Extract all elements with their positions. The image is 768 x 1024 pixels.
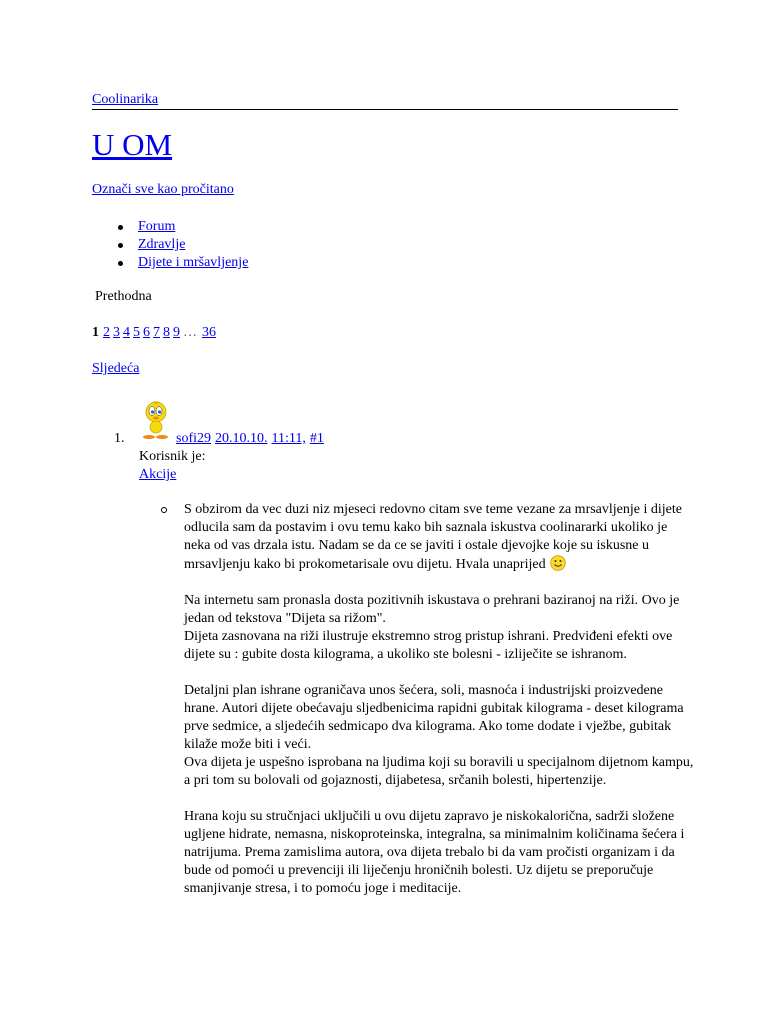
page-link-9[interactable]: 9 bbox=[173, 325, 180, 340]
page-link-8[interactable]: 8 bbox=[163, 325, 170, 340]
breadcrumb-link-forum[interactable]: Forum bbox=[138, 219, 176, 234]
post-paragraph: Dijeta zasnovana na riži ilustruje ekstremno strog pristup ishrani. Predviđeni efekti ove dijete su : gubite dosta kilograma, a ukoliko ste bolesni - izliječite se ishranom. bbox=[184, 629, 673, 662]
list-bullet bbox=[161, 507, 167, 513]
header-divider bbox=[92, 109, 678, 110]
current-page: 1 bbox=[92, 325, 99, 340]
previous-page-label: Prethodna bbox=[95, 289, 152, 304]
page-link-last[interactable]: 36 bbox=[202, 325, 216, 340]
page-link-3[interactable]: 3 bbox=[113, 325, 120, 340]
post-author: sofi29 bbox=[176, 431, 211, 446]
breadcrumb-link-dijete[interactable]: Dijete i mršavljenje bbox=[138, 255, 249, 270]
breadcrumb-link-zdravlje[interactable]: Zdravlje bbox=[138, 237, 186, 252]
post-paragraph: Hrana koju su stručnjaci uključili u ovu dijetu zapravo je niskokalorična, sadrži složene ugljene hidrate, nemasna, niskoproteinska, integralna, sa minimalnim količinama šećera i natrijuma. Prema zamislima autora, ova dijeta trebalo bi da vam pročisti organizam i da bude od pomoći u prevenciji ili liječenju hroničnih bolesti. Uz dijetu se preporučuje smanjivanje stresa, i to pomoću joge i meditacije. bbox=[184, 809, 685, 896]
pagination-ellipsis: … bbox=[183, 325, 197, 340]
page-link-6[interactable]: 6 bbox=[143, 325, 150, 340]
post-body bbox=[184, 501, 694, 898]
mark-all-read-link[interactable]: Označi sve kao pročitano bbox=[92, 182, 234, 197]
page-link-7[interactable]: 7 bbox=[153, 325, 160, 340]
post-meta bbox=[176, 431, 328, 447]
post-number: 1. bbox=[114, 431, 125, 446]
breadcrumb-item-dijete bbox=[116, 254, 248, 272]
next-page-link[interactable]: Sljedeća bbox=[92, 361, 140, 376]
post-author-link[interactable] bbox=[176, 431, 328, 446]
breadcrumb bbox=[116, 218, 248, 272]
page-link-4[interactable]: 4 bbox=[123, 325, 130, 340]
page-link-2[interactable]: 2 bbox=[103, 325, 110, 340]
post-paragraph: Detaljni plan ishrane ograničava unos šećera, soli, masnoća i industrijski proizvedene hrane. Autori dijete obećavaju sljedbenicima rapidni gubitak kilograma - deset kilograma prve sedmice, a sljedećih sedmicapo dva kilograma. Ako tome dodate i vježbe, gubitak kilaže može biti i veći. bbox=[184, 683, 684, 752]
post-anchor: #1 bbox=[309, 431, 324, 446]
actions-link[interactable]: Akcije bbox=[139, 467, 177, 482]
site-link[interactable]: Coolinarika bbox=[92, 92, 159, 107]
pagination bbox=[92, 325, 219, 341]
breadcrumb-item-forum bbox=[116, 218, 248, 236]
post-date: 20.10.10. bbox=[215, 431, 268, 446]
post-paragraph: Ova dijeta je uspešno isprobana na ljudima koji su boravili u specijalnom dijetnom kampu, a pri tom su bolovali od gojaznosti, dijabetesa, srčanih bolesti, hipertenzije. bbox=[184, 755, 694, 788]
post-paragraph: Na internetu sam pronasla dosta pozitivnih iskustava o prehrani baziranoj na riži. Ovo je jedan od tekstova "Dijeta sa rižom". bbox=[184, 593, 680, 626]
smiley-face-icon bbox=[550, 555, 566, 571]
post-paragraph: S obzirom da vec duzi niz mjeseci redovno citam sve teme vezane za mrsavljenje i dijete odlucila sam da postavim i ovu temu kako bih saznala iskustva coolinararki ukoliko je neka od vas drzala istu. Nadam se da ce se javiti i ostale djevojke koje su iskusne u mrsavljenju kako bi prokometarisale ovu dijetu. Hvala unaprijed bbox=[184, 502, 682, 572]
post-time: 11:11, bbox=[271, 431, 306, 446]
user-role-label: Korisnik je: bbox=[139, 449, 206, 464]
tweety-bird-avatar bbox=[140, 400, 174, 440]
page-title[interactable]: U OM bbox=[92, 127, 173, 162]
breadcrumb-item-zdravlje bbox=[116, 236, 248, 254]
page-link-5[interactable]: 5 bbox=[133, 325, 140, 340]
